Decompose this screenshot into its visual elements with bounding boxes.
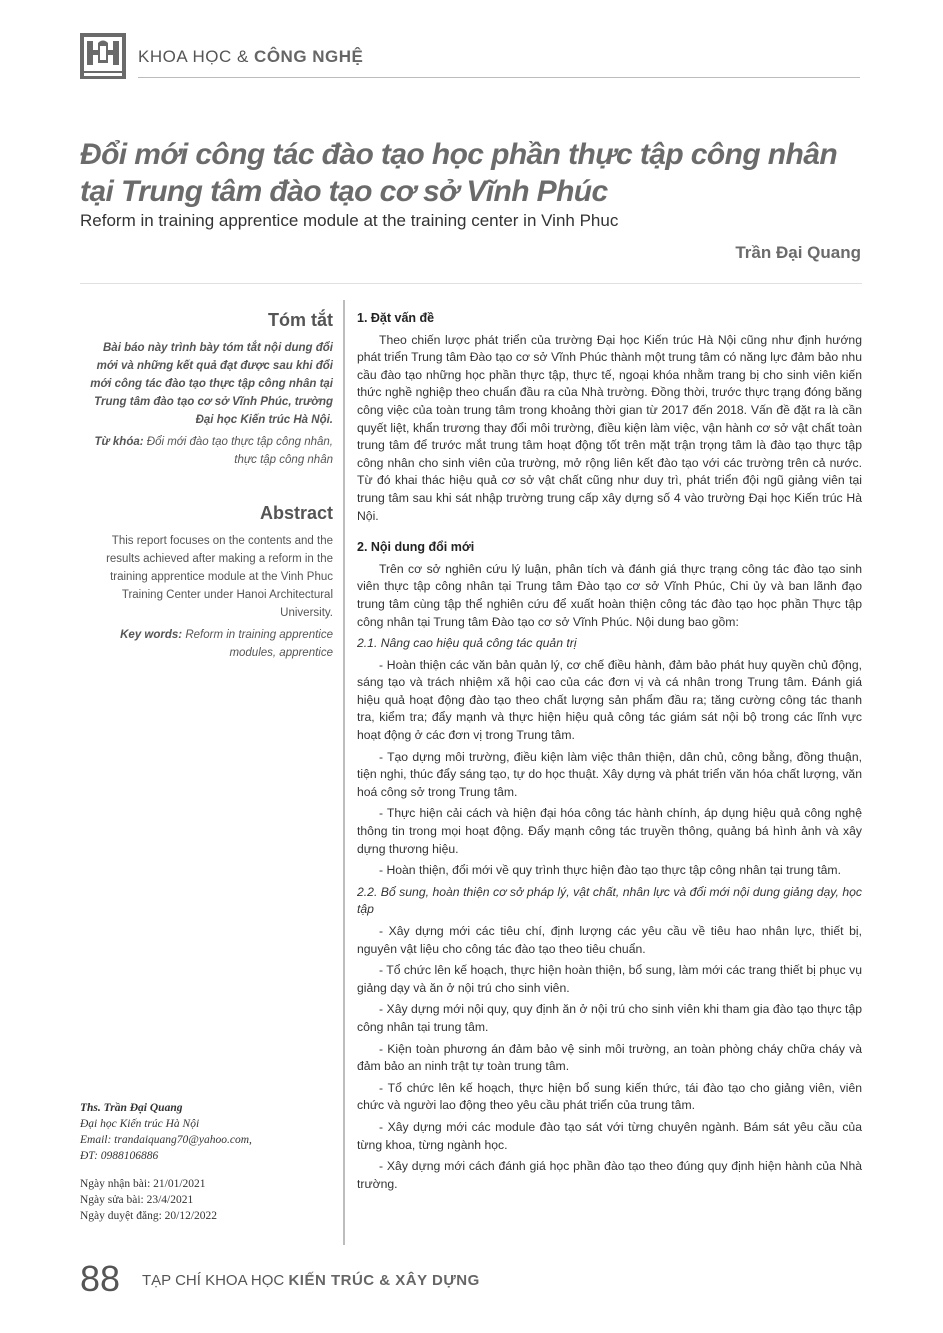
tukhoa-label: Từ khóa: (94, 436, 144, 448)
journal-name-thin: TẠP CHÍ KHOA HỌC (142, 1272, 285, 1289)
section-1-heading: 1. Đặt vấn đề (357, 311, 435, 325)
list-item: - Xây dựng mới nội quy, quy định ăn ở nội trú cho sinh viên khi tham gia đào tạo thực tập công nhân tại trung tâm. (357, 1002, 862, 1034)
title-divider (80, 283, 862, 284)
list-item: - Hoàn thiện, đổi mới về quy trình thực hiện đào tạo thực tập công nhân tại trung tâm. (379, 863, 841, 878)
journal-name-bold: KIẾN TRÚC & XÂY DỰNG (288, 1272, 480, 1289)
author-affiliation: Đại học Kiến trúc Hà Nội (80, 1118, 200, 1130)
page-number: 88 (80, 1258, 121, 1299)
list-item: - Hoàn thiện các văn bản quản lý, cơ chế điều hành, đảm bảo phát huy quyền chủ động, sáng tạo và trách nhiệm xã hội cao của các đơn vị và cá nhân trong Trung tâm. Đánh giá hiệu quả hoạt động đào tạo theo chất lượng sản phẩm đầu ra; tăng cường công tác thanh tra, kiểm tra; đẩy mạnh và thực hiện hiệu quả công tác giám sát nội bộ trong các lĩnh vực hoạt động ở các đơn vị trong Trung tâm. (357, 657, 862, 743)
tomtat-heading: Tóm tắt (268, 310, 333, 330)
article-subtitle: Reform in training apprentice module at the training center in Vinh Phuc (80, 211, 619, 230)
article-dates (80, 1176, 330, 1224)
list-item: - Xây dựng mới các module đào tạo sát với từng chuyên ngành. Bám sát yêu cầu của từng khoa, từng ngành học. (357, 1119, 862, 1152)
section-label-thin: KHOA HỌC & (138, 47, 249, 66)
section-2-2-heading: 2.2. Bổ sung, hoàn thiện cơ sở pháp lý, vật chất, nhân lực và đổi mới nội dung giảng dạy, học tập (357, 884, 862, 917)
article-author: Trần Đại Quang (735, 243, 861, 262)
tukhoa (80, 433, 333, 469)
list-item: - Tạo dựng môi trường, điều kiện làm việc thân thiện, dân chủ, công bằng, đồng thuận, tiện nghi, thúc đẩy sáng tạo, tự do học thuật. Xây dựng và phát triển văn hóa chất lượng, văn hoá công sở trong Trung tâm. (357, 749, 862, 799)
page-header (80, 33, 860, 79)
list-item: - Tổ chức lên kế hoạch, thực hiện hoàn thiện, bổ sung, làm mới các trang thiết bị phục vụ giảng dạy và ăn ở nội trú cho sinh viên. (357, 963, 862, 995)
section-2-heading: 2. Nội dung đổi mới (357, 540, 475, 555)
author-info (80, 1100, 330, 1224)
list-item: - Thực hiện cải cách và hiện đại hóa công tác hành chính, áp dụng hiệu quả công nghệ thông tin trong mọi hoạt động. Đẩy mạnh công tác truyền thông, quảng bá hình ảnh và xây dựng thương hiệu. (357, 806, 862, 856)
tukhoa-text: Đổi mới đào tạo thực tập công nhân, thực tập công nhân (146, 436, 333, 466)
article-title: Đổi mới công tác đào tạo học phần thực tập công nhân tại Trung tâm đào tạo cơ sở Vĩnh Phúc (80, 138, 838, 208)
section-2-1-heading: 2.1. Nâng cao hiệu quả công tác quản trị (357, 636, 577, 651)
list-item: - Xây dựng mới cách đánh giá học phần đào tạo theo đúng quy định hiện hành của Nhà trường. (357, 1159, 862, 1191)
author-info-name: Ths. Trần Đại Quang (80, 1102, 183, 1114)
date-received: Ngày nhận bài: 21/01/2021 (80, 1178, 206, 1190)
list-item: - Kiện toàn phương án đảm bảo vệ sinh môi trường, an toàn phòng cháy chữa cháy và đảm bảo an ninh trật tự toàn trung tâm. (357, 1041, 862, 1074)
keywords-text: Reform in training apprentice modules, apprentice (185, 629, 333, 659)
journal-logo-icon (80, 33, 126, 79)
list-item: - Tổ chức lên kế hoạch, thực hiện bổ sung kiến thức, tái đào tạo cho giảng viên, viên chức và người lao động theo yêu cầu phát triển của trung tâm. (357, 1080, 862, 1113)
column-divider (343, 300, 345, 1245)
list-item: - Xây dựng mới các tiêu chí, định lượng các yêu cầu về tiêu hao nhân lực, thiết bị, nguyên vật liệu cho công tác đào tạo theo tiêu chuẩn. (357, 924, 862, 956)
page-footer (80, 1258, 880, 1304)
section-2-paragraph: Trên cơ sở nghiên cứu lý luận, phân tích và đánh giá thực trạng công tác đào tạo sinh viên thực tập công nhân tại Trung tâm Đào tạo cơ sở Vĩnh Phúc, Chi ủy và ban lãnh đạo trung tâm cùng tập thể nghiên cứu để xuất hoàn thiện công tác đào tạo học phần Thực tập công nhân tại Trung tâm Đào tạo cơ sở Vĩnh Phúc. Nội dung bao gồm: (357, 561, 862, 629)
author-phone: ĐT: 0988106886 (80, 1150, 159, 1162)
author-email: Email: trandaiquang70@yahoo.com, (80, 1134, 252, 1146)
journal-name (142, 1272, 480, 1289)
date-accepted: Ngày duyệt đăng: 20/12/2022 (80, 1210, 218, 1222)
abstract-heading: Abstract (259, 503, 333, 523)
section-label (138, 47, 363, 67)
section-label-bold: CÔNG NGHỆ (254, 47, 364, 66)
abstract-column (80, 310, 333, 662)
keywords (80, 626, 333, 662)
tomtat-text: Bài báo này trình bày tóm tắt nội dung đổi mới và những kết quả đạt được sau khi đổi mới công tác đào tạo thực tập công nhân tại Trung tâm đào tạo cơ sở Vĩnh Phúc, trường Đại học Kiến trúc Hà Nội. (90, 342, 333, 426)
abstract-text: This report focuses on the contents and the results achieved after making a reform in the training apprentice module at the Vinh Phuc Training Center under Hanoi Architectural University. (106, 535, 333, 619)
date-revised: Ngày sửa bài: 23/4/2021 (80, 1194, 194, 1206)
header-divider (138, 77, 860, 78)
keywords-label: Key words: (120, 629, 183, 641)
section-1-paragraph: Theo chiến lược phát triển của trường Đại học Kiến trúc Hà Nội cũng như định hướng phát triển Trung tâm Đào tạo cơ sở Vĩnh Phúc thành một trung tâm có năng lực đảm bảo nhu cầu đào tạo những học phần thực tập, thực tế, ngoại khóa nhằm trang bị cho sinh viên kiến thức nghề nghiệp theo chuẩn đầu ra của Nhà trường. Đồng thời, trước thực trạng đóng băng công việc của toàn trung tâm trong khoảng thời gian từ 2017 đến 2018. Vấn đề đặt ra là cần quyết liệt, khẩn trương thay đổi môi trường, điều kiện làm việc, vận hành cơ sở vật chất toàn trung tâm để trước mắt trung tâm hoạt động tốt trên mặt trận trọng tâm là đào tạo thực tập công nhân cho sinh viên của trường, mở rộng liên kết đào tạo với các trường trên cả nước. Từ đó khai thác hiệu quả cơ sở vật chất cũng như duy trì, phát triển đội ngũ giảng viên tại trung tâm sau khi sát nhập trường trung cấp xây dựng số 4 vào trường Đại học Kiến trúc Hà Nội. (357, 332, 862, 523)
article-body (357, 310, 862, 1197)
